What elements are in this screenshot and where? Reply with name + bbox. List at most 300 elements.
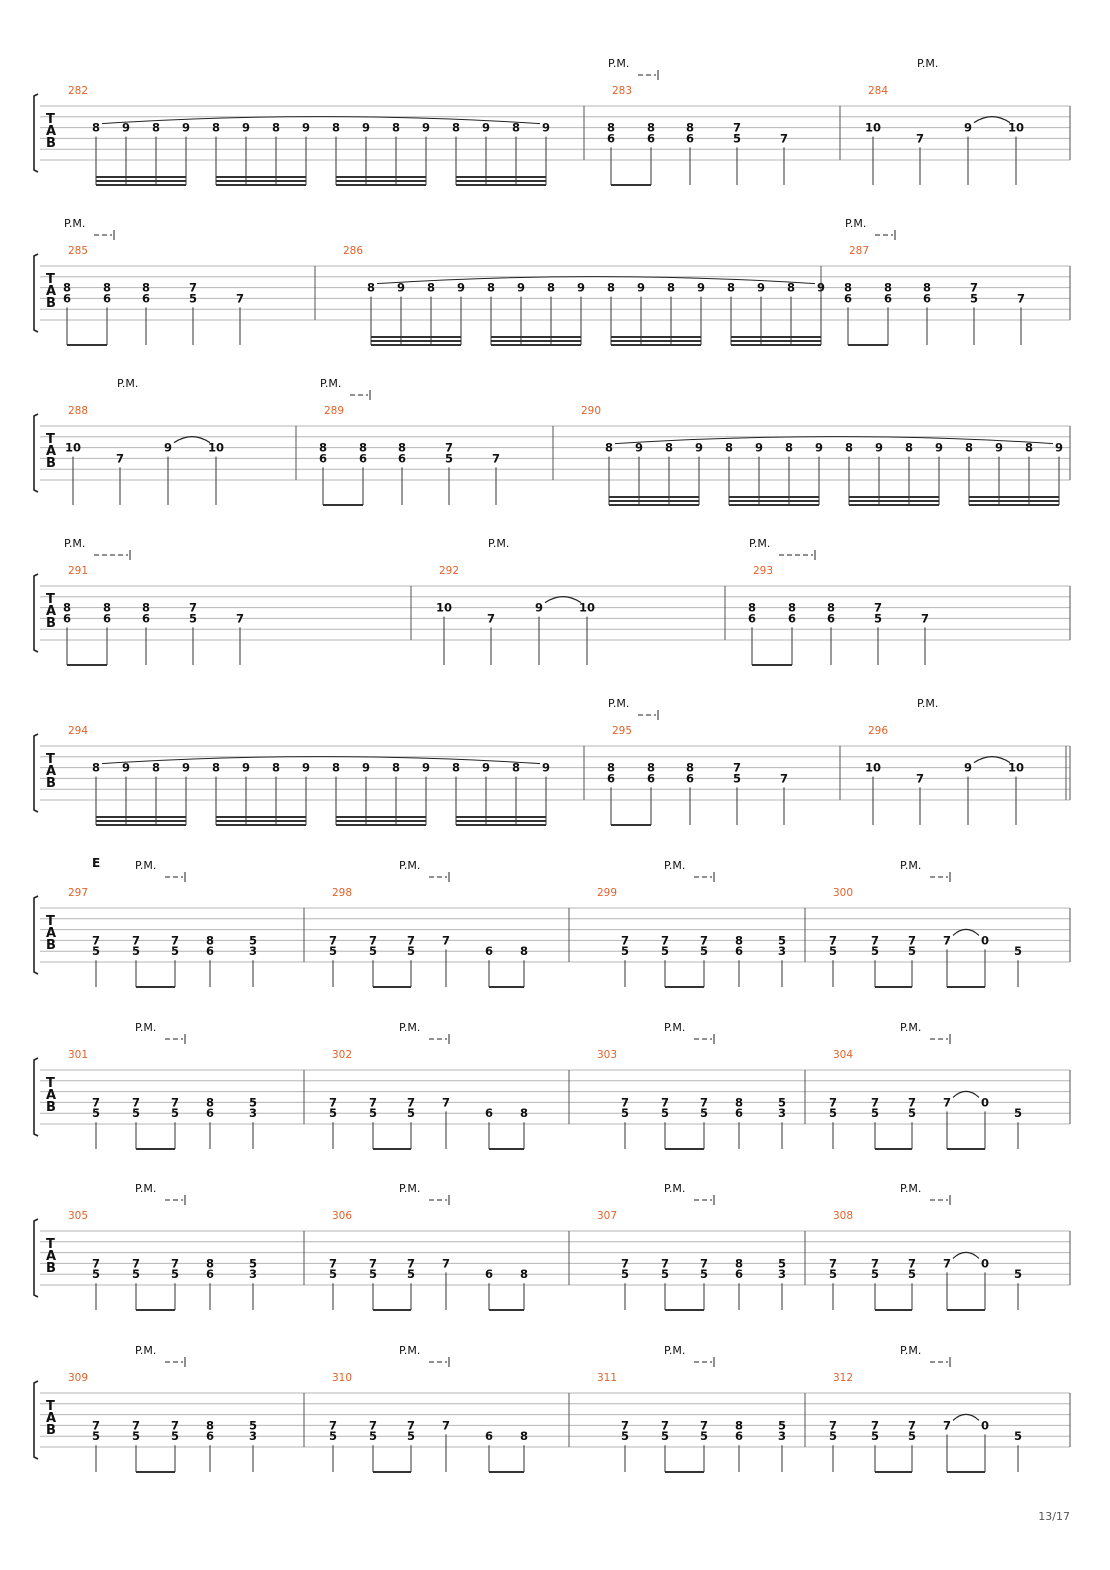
palm-mute-label: P.M. [749,537,771,550]
fret-number: 7 [942,933,952,948]
fret-number: 9 [634,440,644,455]
measure-number: 304 [833,1049,854,1061]
palm-mute-label: P.M. [845,217,867,230]
fret-number: 5 [732,131,742,146]
fret-number: 9 [816,280,826,295]
fret-number: 8 [102,280,112,295]
fret-number: 7 [779,131,789,146]
fret-number: 8 [747,600,757,615]
fret-number: 9 [874,440,884,455]
palm-mute-label: P.M. [320,377,342,390]
fret-number: 7 [115,451,125,466]
fret-number: 5 [620,1429,630,1444]
tab-system-9 [34,1344,1070,1472]
fret-number: 9 [421,120,431,135]
fret-number: 7 [870,1418,880,1433]
fret-number: 8 [358,440,368,455]
fret-number: 5 [777,1095,787,1110]
fret-number: 8 [486,280,496,295]
fret-number: 5 [131,1106,141,1121]
fret-number: 9 [541,120,551,135]
palm-mute-label: P.M. [135,1344,157,1357]
fret-number: 6 [397,451,407,466]
fret-number: 6 [102,611,112,626]
measure-number: 298 [332,887,353,899]
fret-number: 7 [406,1256,416,1271]
fret-number: 0 [980,933,990,948]
slur [377,277,815,284]
fret-number: 8 [519,1429,529,1444]
fret-number: 8 [519,1267,529,1282]
fret-number: 7 [406,1418,416,1433]
fret-number: 8 [726,280,736,295]
fret-number: 6 [141,291,151,306]
fret-number: 9 [361,760,371,775]
fret-number: 8 [826,600,836,615]
fret-number: 6 [685,131,695,146]
fret-number: 5 [368,944,378,959]
fret-number: 8 [62,600,72,615]
fret-number: 6 [62,611,72,626]
fret-number: 5 [907,1106,917,1121]
fret-number: 7 [732,120,742,135]
fret-number: 7 [942,1418,952,1433]
palm-mute-label: P.M. [488,537,510,550]
tab-clef-letter: T [46,592,55,607]
fret-number: 9 [963,760,973,775]
fret-number: 8 [391,760,401,775]
fret-number: 7 [368,1256,378,1271]
fret-number: 9 [301,760,311,775]
fret-number: 9 [814,440,824,455]
fret-number: 9 [421,760,431,775]
fret-number: 5 [620,1267,630,1282]
fret-number: 6 [141,611,151,626]
palm-mute-label: P.M. [917,697,939,710]
fret-number: 5 [873,611,883,626]
system-bracket [34,94,38,172]
tab-system-4 [34,537,1070,665]
fret-number: 5 [328,1429,338,1444]
fret-number: 5 [368,1106,378,1121]
fret-number: 8 [62,280,72,295]
fret-number: 7 [828,1095,838,1110]
system-bracket [34,896,38,974]
fret-number: 5 [248,1256,258,1271]
fret-number: 8 [205,1256,215,1271]
fret-number: 8 [271,760,281,775]
tab-clef-letter: B [46,456,56,471]
fret-number: 8 [734,1095,744,1110]
measure-number: 303 [597,1049,618,1061]
fret-number: 5 [91,1106,101,1121]
fret-number: 9 [636,280,646,295]
fret-number: 8 [318,440,328,455]
fret-number: 7 [915,771,925,786]
fret-number: 8 [151,120,161,135]
fret-number: 5 [870,1106,880,1121]
fret-number: 9 [994,440,1004,455]
tie [953,1252,979,1258]
palm-mute-label: P.M. [664,1182,686,1195]
fret-number: 7 [406,1095,416,1110]
fret-number: 5 [699,1429,709,1444]
tab-clef-letter: A [46,284,57,299]
fret-number: 5 [870,944,880,959]
fret-number: 7 [170,1256,180,1271]
fret-number: 7 [328,1095,338,1110]
fret-number: 6 [922,291,932,306]
tab-system-8 [34,1182,1070,1310]
fret-number: 8 [606,760,616,775]
tab-clef-letter: A [46,1249,57,1264]
measure-number: 284 [868,85,889,97]
measure-number: 292 [439,565,460,577]
fret-number: 5 [368,1267,378,1282]
fret-number: 6 [205,1429,215,1444]
measure-number: 306 [332,1210,353,1222]
fret-number: 9 [756,280,766,295]
palm-mute-label: P.M. [399,1182,421,1195]
fret-number: 9 [541,760,551,775]
tab-system-3 [34,377,1070,505]
fret-number: 8 [666,280,676,295]
fret-number: 6 [606,131,616,146]
fret-number: 6 [205,944,215,959]
fret-number: 7 [873,600,883,615]
fret-number: 8 [397,440,407,455]
palm-mute-label: P.M. [664,859,686,872]
fret-number: 7 [942,1256,952,1271]
fret-number: 3 [777,1267,787,1282]
fret-number: 5 [328,1106,338,1121]
fret-number: 8 [1024,440,1034,455]
measure-number: 302 [332,1049,353,1061]
fret-number: 6 [484,1106,494,1121]
measure-number: 288 [68,405,89,417]
slur [102,757,540,764]
fret-number: 7 [870,933,880,948]
palm-mute-label: P.M. [900,1344,922,1357]
fret-number: 10 [1007,760,1025,775]
fret-number: 5 [91,1267,101,1282]
fret-number: 7 [188,600,198,615]
fret-number: 5 [660,1267,670,1282]
fret-number: 8 [151,760,161,775]
tab-clef-letter: T [46,914,55,929]
fret-number: 6 [883,291,893,306]
fret-number: 8 [451,760,461,775]
fret-number: 6 [646,131,656,146]
fret-number: 3 [248,1106,258,1121]
fret-number: 8 [904,440,914,455]
fret-number: 8 [664,440,674,455]
fret-number: 7 [328,933,338,948]
fret-number: 8 [331,760,341,775]
fret-number: 7 [441,1418,451,1433]
measure-number: 301 [68,1049,89,1061]
fret-number: 3 [248,1267,258,1282]
fret-number: 6 [484,1429,494,1444]
tie [174,437,210,443]
tab-clef-letter: A [46,1088,57,1103]
fret-number: 7 [170,933,180,948]
palm-mute-label: P.M. [135,1021,157,1034]
fret-number: 9 [696,280,706,295]
fret-number: 7 [969,280,979,295]
fret-number: 7 [907,933,917,948]
fret-number: 7 [91,1095,101,1110]
fret-number: 7 [441,933,451,948]
tab-clef-letter: T [46,752,55,767]
tab-clef-letter: B [46,776,56,791]
palm-mute-label: P.M. [64,217,86,230]
fret-number: 5 [777,1256,787,1271]
tab-clef-letter: B [46,136,56,151]
fret-number: 6 [205,1267,215,1282]
fret-number: 5 [1013,1267,1023,1282]
fret-number: 8 [844,440,854,455]
tab-system-1 [34,57,1070,185]
fret-number: 8 [787,600,797,615]
fret-number: 5 [870,1267,880,1282]
measure-number: 307 [597,1210,618,1222]
palm-mute-label: P.M. [135,1182,157,1195]
fret-number: 9 [456,280,466,295]
slur [102,117,540,124]
fret-number: 5 [620,944,630,959]
measure-number: 282 [68,85,89,97]
measure-number: 305 [68,1210,89,1222]
palm-mute-label: P.M. [917,57,939,70]
fret-number: 9 [181,120,191,135]
fret-number: 3 [777,944,787,959]
fret-number: 5 [91,944,101,959]
palm-mute-label: P.M. [900,1182,922,1195]
fret-number: 0 [980,1418,990,1433]
fret-number: 8 [141,600,151,615]
fret-number: 8 [211,120,221,135]
measure-number: 312 [833,1372,854,1384]
fret-number: 8 [734,933,744,948]
fret-number: 5 [777,933,787,948]
fret-number: 7 [188,280,198,295]
system-bracket [34,254,38,332]
fret-number: 7 [235,611,245,626]
fret-number: 9 [163,440,173,455]
fret-number: 7 [328,1418,338,1433]
fret-number: 7 [91,933,101,948]
tab-clef-letter: T [46,272,55,287]
measure-number: 311 [597,1372,618,1384]
measure-number: 309 [68,1372,89,1384]
fret-number: 9 [934,440,944,455]
measure-number: 285 [68,245,89,257]
tab-clef-letter: T [46,1237,55,1252]
tab-clef-letter: A [46,444,57,459]
tab-system-5 [34,697,1070,825]
system-bracket [34,1219,38,1297]
palm-mute-label: P.M. [664,1344,686,1357]
fret-number: 9 [754,440,764,455]
tab-clef-letter: T [46,112,55,127]
fret-number: 8 [519,1106,529,1121]
fret-number: 5 [907,944,917,959]
fret-number: 5 [907,1267,917,1282]
fret-number: 7 [779,771,789,786]
fret-number: 8 [606,280,616,295]
fret-number: 5 [660,1429,670,1444]
section-marker: E [92,856,101,870]
fret-number: 8 [91,760,101,775]
fret-number: 7 [91,1418,101,1433]
measure-number: 296 [868,725,889,737]
tab-clef-letter: A [46,764,57,779]
fret-number: 7 [920,611,930,626]
fret-number: 7 [91,1256,101,1271]
tab-clef-letter: A [46,926,57,941]
fret-number: 10 [435,600,453,615]
fret-number: 8 [211,760,221,775]
fret-number: 7 [131,1095,141,1110]
palm-mute-label: P.M. [135,859,157,872]
fret-number: 8 [546,280,556,295]
tie [953,1414,979,1420]
fret-number: 9 [121,120,131,135]
fret-number: 5 [620,1106,630,1121]
measure-number: 295 [612,725,633,737]
fret-number: 9 [361,120,371,135]
fret-number: 9 [396,280,406,295]
palm-mute-label: P.M. [900,859,922,872]
tab-clef-letter: B [46,938,56,953]
palm-mute-label: P.M. [117,377,139,390]
fret-number: 8 [102,600,112,615]
fret-number: 5 [406,1267,416,1282]
fret-number: 7 [368,1095,378,1110]
fret-number: 5 [1013,1106,1023,1121]
fret-number: 5 [444,451,454,466]
fret-number: 5 [406,1429,416,1444]
fret-number: 5 [368,1429,378,1444]
measure-number: 299 [597,887,618,899]
measure-number: 290 [581,405,602,417]
fret-number: 5 [907,1429,917,1444]
fret-number: 7 [660,1095,670,1110]
fret-number: 8 [685,760,695,775]
fret-number: 7 [907,1095,917,1110]
fret-number: 5 [248,933,258,948]
fret-number: 7 [942,1095,952,1110]
tie [953,1091,979,1097]
fret-number: 8 [964,440,974,455]
fret-number: 9 [121,760,131,775]
fret-number: 7 [620,933,630,948]
fret-number: 6 [843,291,853,306]
fret-number: 7 [406,933,416,948]
tab-clef-letter: B [46,1100,56,1115]
fret-number: 8 [205,1095,215,1110]
measure-number: 308 [833,1210,854,1222]
fret-number: 8 [786,280,796,295]
fret-number: 7 [699,1095,709,1110]
fret-number: 5 [248,1095,258,1110]
fret-number: 10 [578,600,596,615]
slur [615,437,1053,444]
fret-number: 5 [660,944,670,959]
fret-number: 9 [181,760,191,775]
fret-number: 8 [685,120,695,135]
fret-number: 9 [241,120,251,135]
fret-number: 7 [131,1256,141,1271]
fret-number: 8 [426,280,436,295]
measure-number: 283 [612,85,633,97]
fret-number: 7 [620,1418,630,1433]
fret-number: 7 [235,291,245,306]
fret-number: 8 [451,120,461,135]
fret-number: 6 [826,611,836,626]
fret-number: 7 [368,933,378,948]
fret-number: 8 [784,440,794,455]
palm-mute-label: P.M. [608,697,630,710]
tie [974,757,1010,763]
tab-clef-letter: B [46,1423,56,1438]
fret-number: 7 [328,1256,338,1271]
fret-number: 7 [699,1418,709,1433]
fret-number: 7 [620,1256,630,1271]
fret-number: 7 [907,1256,917,1271]
fret-number: 8 [646,760,656,775]
fret-number: 6 [787,611,797,626]
fret-number: 5 [131,1267,141,1282]
tab-clef-letter: B [46,296,56,311]
fret-number: 6 [358,451,368,466]
measure-number: 291 [68,565,89,577]
tab-clef-letter: A [46,124,57,139]
measure-number: 294 [68,725,89,737]
fret-number: 5 [870,1429,880,1444]
fret-number: 5 [828,944,838,959]
fret-number: 7 [828,1256,838,1271]
palm-mute-label: P.M. [399,1344,421,1357]
fret-number: 5 [170,1267,180,1282]
fret-number: 5 [170,1106,180,1121]
system-bracket [34,414,38,492]
measure-number: 300 [833,887,854,899]
fret-number: 7 [620,1095,630,1110]
fret-number: 9 [516,280,526,295]
fret-number: 9 [481,760,491,775]
fret-number: 7 [828,1418,838,1433]
fret-number: 5 [328,1267,338,1282]
fret-number: 8 [366,280,376,295]
tab-clef-letter: A [46,604,57,619]
fret-number: 9 [963,120,973,135]
fret-number: 6 [484,1267,494,1282]
fret-number: 8 [141,280,151,295]
fret-number: 9 [301,120,311,135]
measure-number: 287 [849,245,870,257]
tab-clef-letter: A [46,1411,57,1426]
fret-number: 6 [734,1267,744,1282]
fret-number: 8 [606,120,616,135]
palm-mute-label: P.M. [608,57,630,70]
fret-number: 5 [828,1429,838,1444]
fret-number: 6 [62,291,72,306]
fret-number: 6 [734,1429,744,1444]
fret-number: 10 [64,440,82,455]
fret-number: 5 [131,1429,141,1444]
